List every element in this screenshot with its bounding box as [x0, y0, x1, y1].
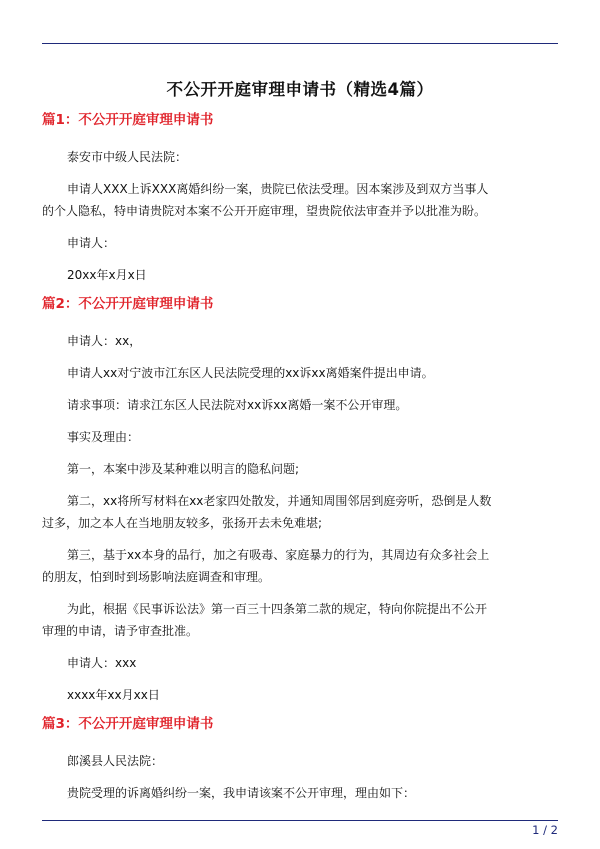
paragraph: 申请人：xxx: [67, 656, 137, 670]
document-body: [42, 112, 562, 814]
paragraph: 请求事项：请求江东区人民法院对xx诉xx离婚一案不公开审理。: [67, 398, 408, 412]
section-2: [42, 296, 562, 706]
section-3: [42, 716, 562, 804]
paragraph: 申请人xx对宁波市江东区人民法院受理的xx诉xx离婚案件提出申请。: [67, 366, 434, 380]
paragraph: 20xx年x月x日: [67, 268, 147, 282]
header-rule: [42, 43, 558, 44]
paragraph: 泰安市中级人民法院：: [67, 150, 188, 164]
paragraph: 第三，基于xx本身的品行，加之有吸毒、家庭暴力的行为，其周边有众多社会上的朋友，怕到时到场影响法庭调查和审理。: [42, 548, 490, 584]
paragraph: 第二，xx将所写材料在xx老家四处散发，并通知周围邻居到庭旁听，恐倒是人数过多，加之本人在当地朋友较多，张扬开去未免难堪;: [42, 494, 492, 530]
paragraph: 郎溪县人民法院：: [67, 754, 164, 768]
paragraph: 为此，根据《民事诉讼法》第一百三十四条第二款的规定，特向你院提出不公开审理的申请，请予审查批准。: [42, 602, 488, 638]
section-heading: 篇1：不公开开庭审理申请书: [42, 112, 214, 128]
paragraph: 申请人XXX上诉XXX离婚纠纷一案，贵院已依法受理。因本案涉及到双方当事人的个人隐私，特申请贵院对本案不公开开庭审理，望贵院依法审查并予以批准为盼。: [42, 182, 489, 218]
paragraph: 申请人：xx，: [67, 334, 142, 348]
paragraph: xxxx年xx月xx日: [67, 688, 160, 702]
section-heading: 篇2：不公开开庭审理申请书: [42, 296, 214, 312]
page-indicator: 1 / 2: [532, 823, 558, 837]
paragraph: 贵院受理的诉离婚纠纷一案，我申请该案不公开审理，理由如下：: [67, 786, 416, 800]
section-1: [42, 112, 562, 286]
paragraph: 申请人：: [67, 236, 116, 250]
footer-rule: [42, 820, 558, 821]
document-title: 不公开开庭审理申请书（精选4篇）: [166, 80, 434, 99]
paragraph: 第一，本案中涉及某种难以明言的隐私问题;: [67, 462, 300, 476]
section-heading: 篇3：不公开开庭审理申请书: [42, 716, 214, 732]
paragraph: 事实及理由：: [67, 430, 140, 444]
